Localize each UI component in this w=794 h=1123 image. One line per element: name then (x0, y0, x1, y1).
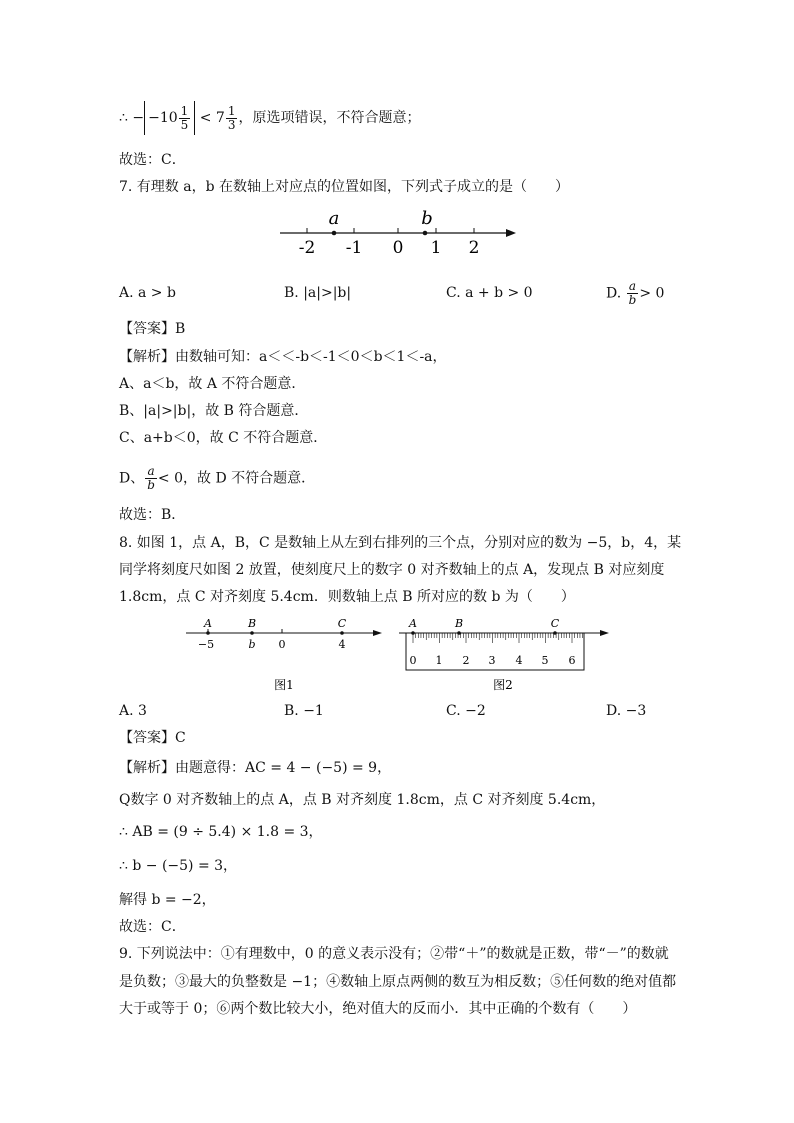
q7-line-a: A、a＜b，故 A 不符合题意． (119, 376, 306, 392)
choose-c-1: 故选：C． (119, 152, 186, 168)
q8-step-3: ∴ AB = (9 ÷ 5.4) × 1.8 = 3， (119, 824, 323, 840)
tick-label: -2 (298, 238, 316, 258)
less-than-7: < 7 (199, 110, 225, 126)
q7-option-b: B. |a|>|b| (284, 285, 352, 301)
fraction-a-b (627, 280, 639, 307)
frac-den: b (147, 478, 155, 492)
tick-label: 1 (430, 238, 442, 258)
ruler-number: 2 (462, 654, 470, 667)
fraction-a-b (145, 465, 157, 492)
frac-num: 1 (227, 103, 236, 118)
fig1-value: b (248, 638, 256, 651)
ruler-number: 0 (409, 654, 417, 667)
q8-option-a: A. 3 (119, 703, 147, 719)
frac-den: 5 (180, 117, 189, 132)
q7-line-c: C、a+b＜0，故 C 不符合题意． (119, 430, 328, 446)
fig1-value: 0 (278, 638, 286, 651)
frac-num: a (145, 465, 157, 479)
fig2-caption: 图2 (493, 678, 513, 692)
fig1-point-c: C (337, 617, 347, 630)
tick-label: -1 (345, 238, 363, 258)
tick-label: 0 (392, 238, 404, 258)
q8-step-4: ∴ b − (−5) = 3， (119, 858, 238, 874)
q8-stem-2: 同学将刻度尺如图 2 放置，使刻度尺上的数字 0 对齐数轴上的点 A，发现点 B 对应刻度 (119, 562, 665, 578)
fig1-value: −5 (197, 638, 215, 651)
q7-line-d (119, 465, 315, 492)
q8-option-c: C. −2 (446, 703, 486, 719)
ruler-number: 6 (568, 654, 576, 667)
fig1-value: 4 (338, 638, 346, 651)
ruler-number: 5 (541, 654, 549, 667)
q8-stem-1: 8. 如图 1，点 A，B，C 是数轴上从左到右排列的三个点，分别对应的数为 −5，b，4，某 (119, 535, 682, 551)
q9-stem-3: 大于或等于 0；⑥两个数比较大小，绝对值大的反而小．其中正确的个数有（ ） (119, 1001, 637, 1017)
fraction-1-3 (226, 105, 238, 132)
ruler-number: 3 (488, 654, 496, 667)
conclusion-text: ，原选项错误，不符合题意； (238, 110, 421, 126)
q7-number-line (270, 205, 530, 260)
q7-line-b: B、|a|>|b|，故 B 符合题意． (119, 403, 309, 419)
q8-option-d: D. −3 (606, 703, 647, 719)
ruler-number: 1 (435, 654, 443, 667)
q8-stem-3: 1.8cm，点 C 对齐刻度 5.4cm．则数轴上点 B 所对应的数 b 为（ ） (119, 589, 575, 605)
frac-num: 1 (180, 103, 189, 118)
q8-step-2: Q数字 0 对齐数轴上的点 A，点 B 对齐刻度 1.8cm，点 C 对齐刻度 5.4cm， (119, 792, 606, 808)
figure-2-ruler (395, 613, 615, 693)
frac-den: 3 (227, 117, 236, 132)
figure-1-number-line (180, 613, 390, 693)
q7-option-d (606, 280, 664, 307)
line-d-rest: < 0，故 D 不符合题意． (157, 470, 316, 487)
q8-answer: 【答案】C (119, 730, 186, 746)
q8-step-1: 【解析】由题意得：AC = 4 − (−5) = 9， (119, 760, 392, 776)
q7-analysis: 【解析】由数轴可知：a＜＜-b＜-1＜0＜b＜1＜-a， (119, 349, 447, 365)
q9-stem-2: 是负数；③最大的负整数是 −1；④数轴上原点两侧的数互为相反数；⑤任何数的绝对值都 (119, 974, 677, 990)
therefore-minus: ∴ − (119, 110, 145, 126)
ruler-number: 4 (515, 654, 523, 667)
q8-step-5: 解得 b = −2， (119, 892, 216, 908)
point-a-label: a (328, 208, 340, 229)
point-b-label: b (421, 208, 433, 229)
q8-step-6: 故选：C． (119, 919, 186, 935)
fig1-point-b: B (247, 617, 257, 630)
option-d-rest: > 0 (639, 285, 665, 302)
frac-den: b (628, 293, 637, 307)
q7-answer: 【答案】B (119, 321, 186, 337)
q7-option-c: C. a + b > 0 (446, 285, 533, 301)
q9-stem-1: 9. 下列说法中：①有理数中，0 的意义表示没有；②带“＋”的数就是正数，带“－”的数就 (119, 946, 669, 962)
fig2-point-b: B (454, 617, 464, 630)
q7-stem: 7. 有理数 a，b 在数轴上对应点的位置如图，下列式子成立的是（ ） (119, 179, 570, 195)
ruler-tick-marks (413, 633, 583, 643)
fig1-caption: 图1 (274, 678, 294, 692)
fraction-1-5 (179, 105, 191, 132)
frac-num: a (627, 280, 639, 294)
abs-inner: −10 (148, 110, 178, 126)
fig1-point-a: A (204, 617, 212, 630)
tick-label: 2 (468, 238, 480, 258)
absolute-value (144, 101, 195, 135)
fig2-point-c: C (550, 617, 560, 630)
solution-line-1 (119, 101, 420, 135)
q7-option-a: A. a > b (119, 285, 176, 301)
q8-option-b: B. −1 (284, 703, 324, 719)
line-d-prefix: D、 (119, 470, 145, 487)
fig2-point-a: A (409, 617, 417, 630)
option-d-letter: D. (606, 285, 622, 302)
q7-choose: 故选：B． (119, 507, 186, 523)
